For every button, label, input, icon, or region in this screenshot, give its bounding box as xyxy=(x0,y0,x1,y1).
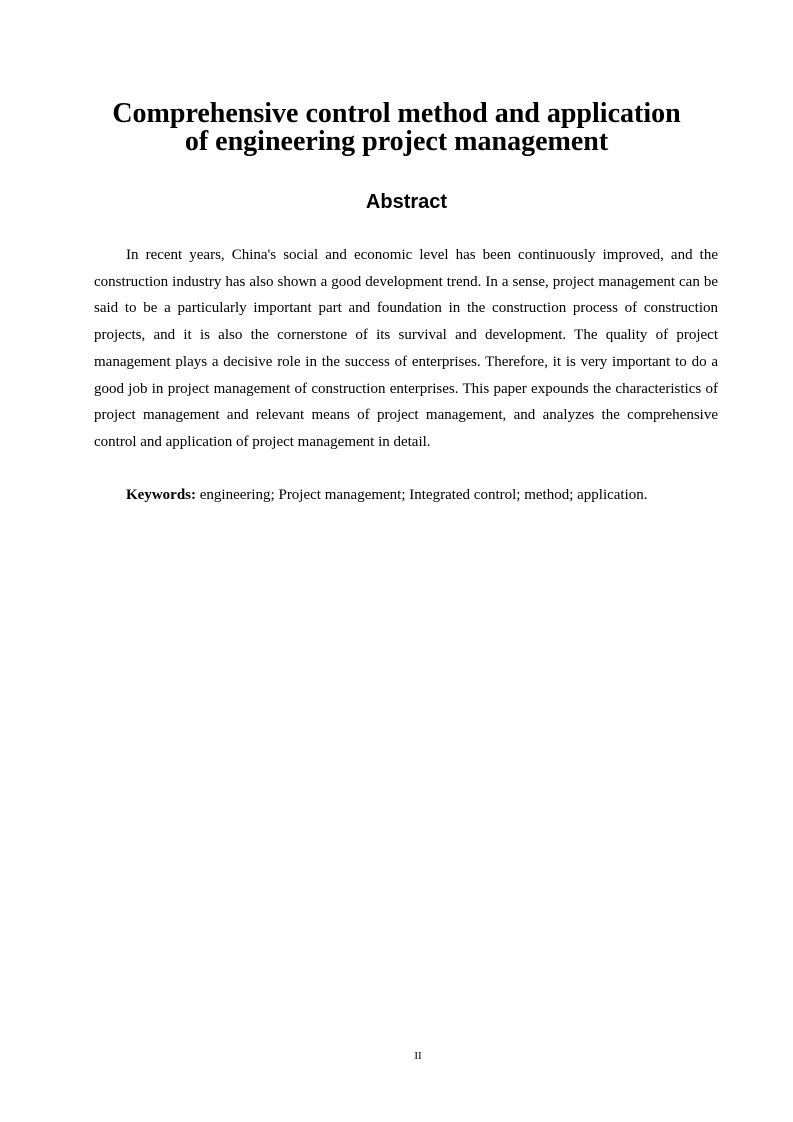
paper-title xyxy=(60,100,733,156)
keywords-label: Keywords: xyxy=(126,487,196,503)
paper-title-line-1: Comprehensive control method and application xyxy=(112,98,681,129)
keywords-line xyxy=(126,483,726,507)
page-number: II xyxy=(414,1050,422,1062)
paper-title-line-2: of engineering project management xyxy=(184,126,609,157)
abstract-heading: Abstract xyxy=(365,191,448,213)
abstract-paragraph: In recent years, China's social and economic level has been continuously improved, and the construction industry has also shown a good development trend. In a sense, project management can be said to be a particularly important part and foundation in the construction process of construction projects, and it is also the cornerstone of its survival and development. The quality of project management plays a decisive role in the success of enterprises. Therefore, it is very important to do a good job in project management of construction enterprises. This paper expounds the characteristics of project management and relevant means of project management, and analyzes the comprehensive control and application of project management in detail. xyxy=(94,247,718,450)
keywords-list: engineering; Project management; Integrated control; method; application. xyxy=(196,487,648,503)
